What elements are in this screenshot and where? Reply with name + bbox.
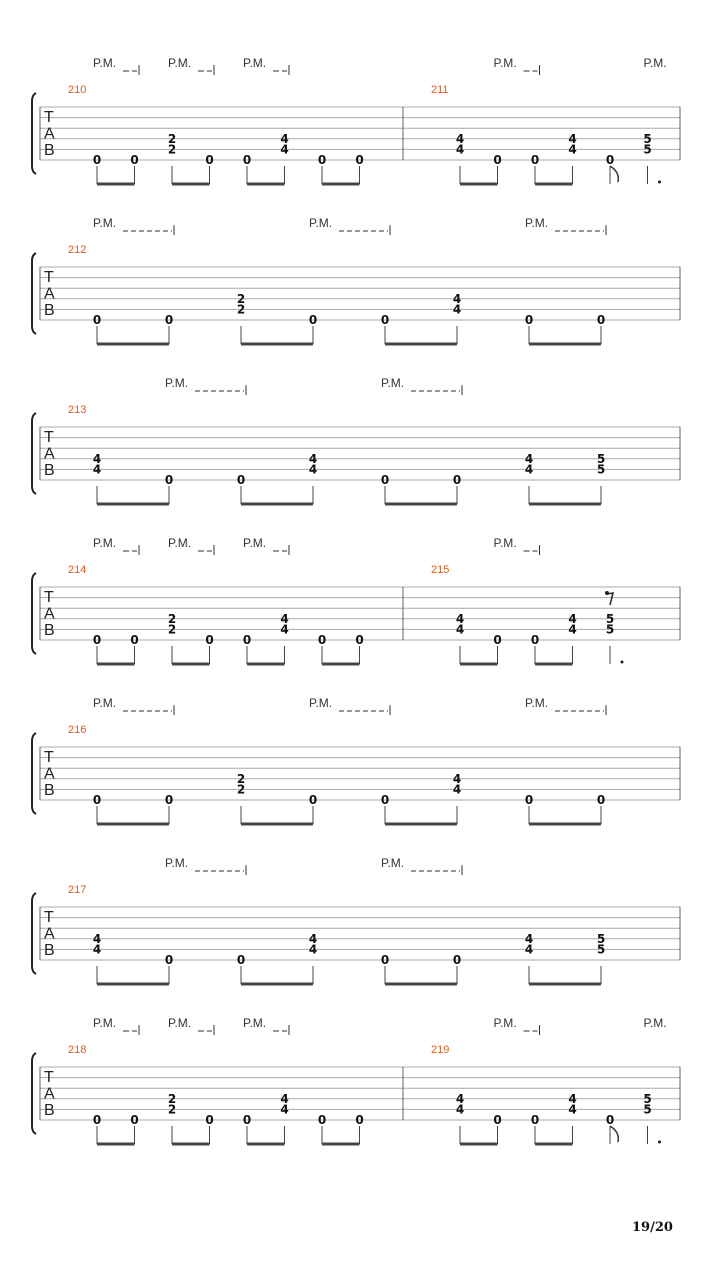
fret-number: 0	[205, 153, 214, 167]
fret-number: 4	[452, 782, 462, 797]
fret-number: 5	[596, 451, 606, 466]
system-bracket	[32, 413, 36, 494]
fret-number: 4	[308, 451, 318, 466]
palm-mute-label: P.M.	[493, 56, 517, 70]
tab-clef-letter: B	[44, 142, 55, 159]
fret-number: 0	[355, 1113, 364, 1127]
fret-number: 4	[568, 1102, 577, 1117]
tab-clef-letter: A	[44, 765, 55, 783]
palm-mute-label: P.M.	[165, 376, 189, 390]
tab-clef-letter: A	[44, 125, 55, 143]
palm-mute-label: P.M.	[243, 56, 267, 70]
fret-number: 2	[167, 1102, 177, 1117]
fret-number: 2	[167, 622, 177, 637]
fret-number: 0	[242, 153, 252, 167]
fret-number: 0	[380, 473, 390, 487]
fret-number: 0	[596, 313, 606, 327]
palm-mute-label: P.M.	[493, 536, 517, 550]
palm-mute-label: P.M.	[93, 1016, 117, 1030]
fret-number: 0	[92, 1113, 102, 1127]
note-flag	[610, 166, 618, 182]
fret-number: 4	[452, 291, 462, 306]
fret-number: 5	[643, 1091, 652, 1106]
fret-number: 0	[530, 153, 540, 167]
tab-clef-letter: A	[44, 605, 55, 623]
system-bracket	[32, 253, 36, 334]
bar-number: 215	[431, 564, 450, 576]
fret-number: 2	[236, 291, 246, 306]
palm-mute-label: P.M.	[93, 216, 117, 230]
fret-number: 0	[596, 793, 606, 807]
bar-number: 211	[431, 84, 449, 96]
fret-number: 0	[380, 793, 390, 807]
fret-number: 0	[605, 153, 615, 167]
system-bracket	[32, 893, 36, 974]
fret-number: 0	[317, 633, 327, 647]
fret-number: 4	[92, 931, 102, 946]
fret-number: 0	[92, 313, 102, 327]
fret-number: 4	[308, 462, 318, 477]
palm-mute-label: P.M.	[309, 216, 333, 230]
fret-number: 0	[236, 473, 246, 487]
rhythm-dot	[658, 181, 661, 184]
tab-clef-letter: B	[44, 942, 55, 959]
palm-mute-label: P.M.	[309, 696, 333, 710]
bar-number: 213	[68, 404, 87, 416]
palm-mute-label: P.M.	[643, 56, 667, 70]
note-flag	[610, 1126, 618, 1142]
fret-number: 2	[167, 142, 177, 157]
fret-number: 4	[280, 142, 289, 157]
bar-number: 216	[68, 724, 87, 736]
fret-number: 2	[236, 782, 246, 797]
tab-clef-letter: T	[44, 269, 54, 286]
palm-mute-label: P.M.	[643, 1016, 667, 1030]
fret-number: 0	[92, 153, 102, 167]
fret-number: 0	[242, 1113, 252, 1127]
fret-number: 0	[605, 1113, 615, 1127]
fret-number: 0	[308, 793, 318, 807]
fret-number: 4	[308, 931, 318, 946]
fret-number: 4	[280, 1102, 289, 1117]
rhythm-dot	[658, 1141, 661, 1144]
fret-number: 4	[92, 451, 102, 466]
tab-clef-letter: B	[44, 302, 55, 319]
fret-number: 0	[205, 1113, 214, 1127]
fret-number: 4	[568, 131, 577, 146]
fret-number: 5	[643, 1102, 652, 1117]
tab-clef-letter: B	[44, 622, 55, 639]
fret-number: 5	[596, 462, 606, 477]
fret-number: 4	[568, 611, 577, 626]
fret-number: 0	[452, 473, 462, 487]
system-bracket	[32, 93, 36, 174]
fret-number: 4	[524, 942, 534, 957]
fret-number: 0	[317, 153, 327, 167]
fret-number: 0	[92, 633, 102, 647]
tab-clef-letter: T	[44, 749, 54, 766]
page-number: 19/20	[632, 1220, 673, 1235]
palm-mute-label: P.M.	[93, 536, 117, 550]
fret-number: 4	[455, 1102, 465, 1117]
palm-mute-label: P.M.	[381, 376, 405, 390]
fret-number: 4	[524, 931, 534, 946]
tab-clef-letter: T	[44, 1069, 54, 1086]
fret-number: 4	[455, 142, 465, 157]
fret-number: 4	[524, 451, 534, 466]
bar-number: 214	[68, 564, 87, 576]
fret-number: 0	[380, 313, 390, 327]
fret-number: 0	[92, 793, 102, 807]
palm-mute-label: P.M.	[243, 536, 267, 550]
bar-number: 210	[68, 84, 87, 96]
tab-clef-letter: A	[44, 445, 55, 463]
eighth-rest	[607, 593, 613, 605]
fret-number: 2	[167, 131, 177, 146]
fret-number: 2	[236, 302, 246, 317]
system-bracket	[32, 733, 36, 814]
fret-number: 4	[455, 1091, 465, 1106]
palm-mute-label: P.M.	[93, 56, 117, 70]
fret-number: 0	[355, 153, 364, 167]
fret-number: 0	[530, 1113, 540, 1127]
bar-number: 212	[68, 244, 87, 256]
palm-mute-label: P.M.	[168, 536, 192, 550]
fret-number: 2	[167, 1091, 177, 1106]
fret-number: 4	[92, 942, 102, 957]
fret-number: 4	[280, 1091, 289, 1106]
bar-number: 217	[68, 884, 87, 896]
fret-number: 5	[605, 611, 615, 626]
system-bracket	[32, 573, 36, 654]
fret-number: 5	[596, 942, 606, 957]
fret-number: 0	[130, 1113, 139, 1127]
fret-number: 0	[493, 633, 502, 647]
fret-number: 0	[164, 793, 174, 807]
fret-number: 4	[280, 611, 289, 626]
fret-number: 0	[205, 633, 214, 647]
palm-mute-label: P.M.	[168, 56, 192, 70]
tab-clef-letter: T	[44, 909, 54, 926]
fret-number: 0	[242, 633, 252, 647]
palm-mute-label: P.M.	[493, 1016, 517, 1030]
fret-number: 5	[643, 142, 652, 157]
tab-clef-letter: B	[44, 462, 55, 479]
fret-number: 0	[493, 1113, 502, 1127]
tab-clef-letter: T	[44, 589, 54, 606]
palm-mute-label: P.M.	[525, 216, 549, 230]
fret-number: 5	[596, 931, 606, 946]
tab-clef-letter: B	[44, 1102, 55, 1119]
fret-number: 5	[605, 622, 615, 637]
tab-clef-letter: A	[44, 925, 55, 943]
fret-number: 0	[164, 953, 174, 967]
bar-number: 218	[68, 1044, 87, 1056]
fret-number: 2	[236, 771, 246, 786]
fret-number: 0	[308, 313, 318, 327]
palm-mute-label: P.M.	[165, 856, 189, 870]
fret-number: 4	[568, 1091, 577, 1106]
system-bracket	[32, 1053, 36, 1134]
fret-number: 0	[530, 633, 540, 647]
bar-number: 219	[431, 1044, 450, 1056]
tab-clef-letter: A	[44, 285, 55, 303]
fret-number: 4	[524, 462, 534, 477]
fret-number: 0	[524, 313, 534, 327]
tab-clef-letter: T	[44, 109, 54, 126]
fret-number: 0	[493, 153, 502, 167]
fret-number: 4	[308, 942, 318, 957]
tab-clef-letter: B	[44, 782, 55, 799]
fret-number: 4	[280, 131, 289, 146]
fret-number: 4	[452, 771, 462, 786]
tab-clef-letter: T	[44, 429, 54, 446]
fret-number: 4	[455, 622, 465, 637]
rhythm-dot	[621, 661, 624, 664]
fret-number: 0	[164, 313, 174, 327]
fret-number: 4	[455, 131, 465, 146]
fret-number: 0	[452, 953, 462, 967]
fret-number: 4	[280, 622, 289, 637]
fret-number: 4	[452, 302, 462, 317]
fret-number: 0	[164, 473, 174, 487]
fret-number: 0	[130, 153, 139, 167]
palm-mute-label: P.M.	[243, 1016, 267, 1030]
fret-number: 0	[236, 953, 246, 967]
palm-mute-label: P.M.	[93, 696, 117, 710]
fret-number: 5	[643, 131, 652, 146]
fret-number: 0	[130, 633, 139, 647]
fret-number: 4	[568, 142, 577, 157]
fret-number: 0	[524, 793, 534, 807]
fret-number: 4	[568, 622, 577, 637]
fret-number: 0	[380, 953, 390, 967]
tab-clef-letter: A	[44, 1085, 55, 1103]
fret-number: 0	[355, 633, 364, 647]
fret-number: 4	[92, 462, 102, 477]
fret-number: 2	[167, 611, 177, 626]
palm-mute-label: P.M.	[381, 856, 405, 870]
palm-mute-label: P.M.	[168, 1016, 192, 1030]
fret-number: 4	[455, 611, 465, 626]
fret-number: 0	[317, 1113, 327, 1127]
palm-mute-label: P.M.	[525, 696, 549, 710]
